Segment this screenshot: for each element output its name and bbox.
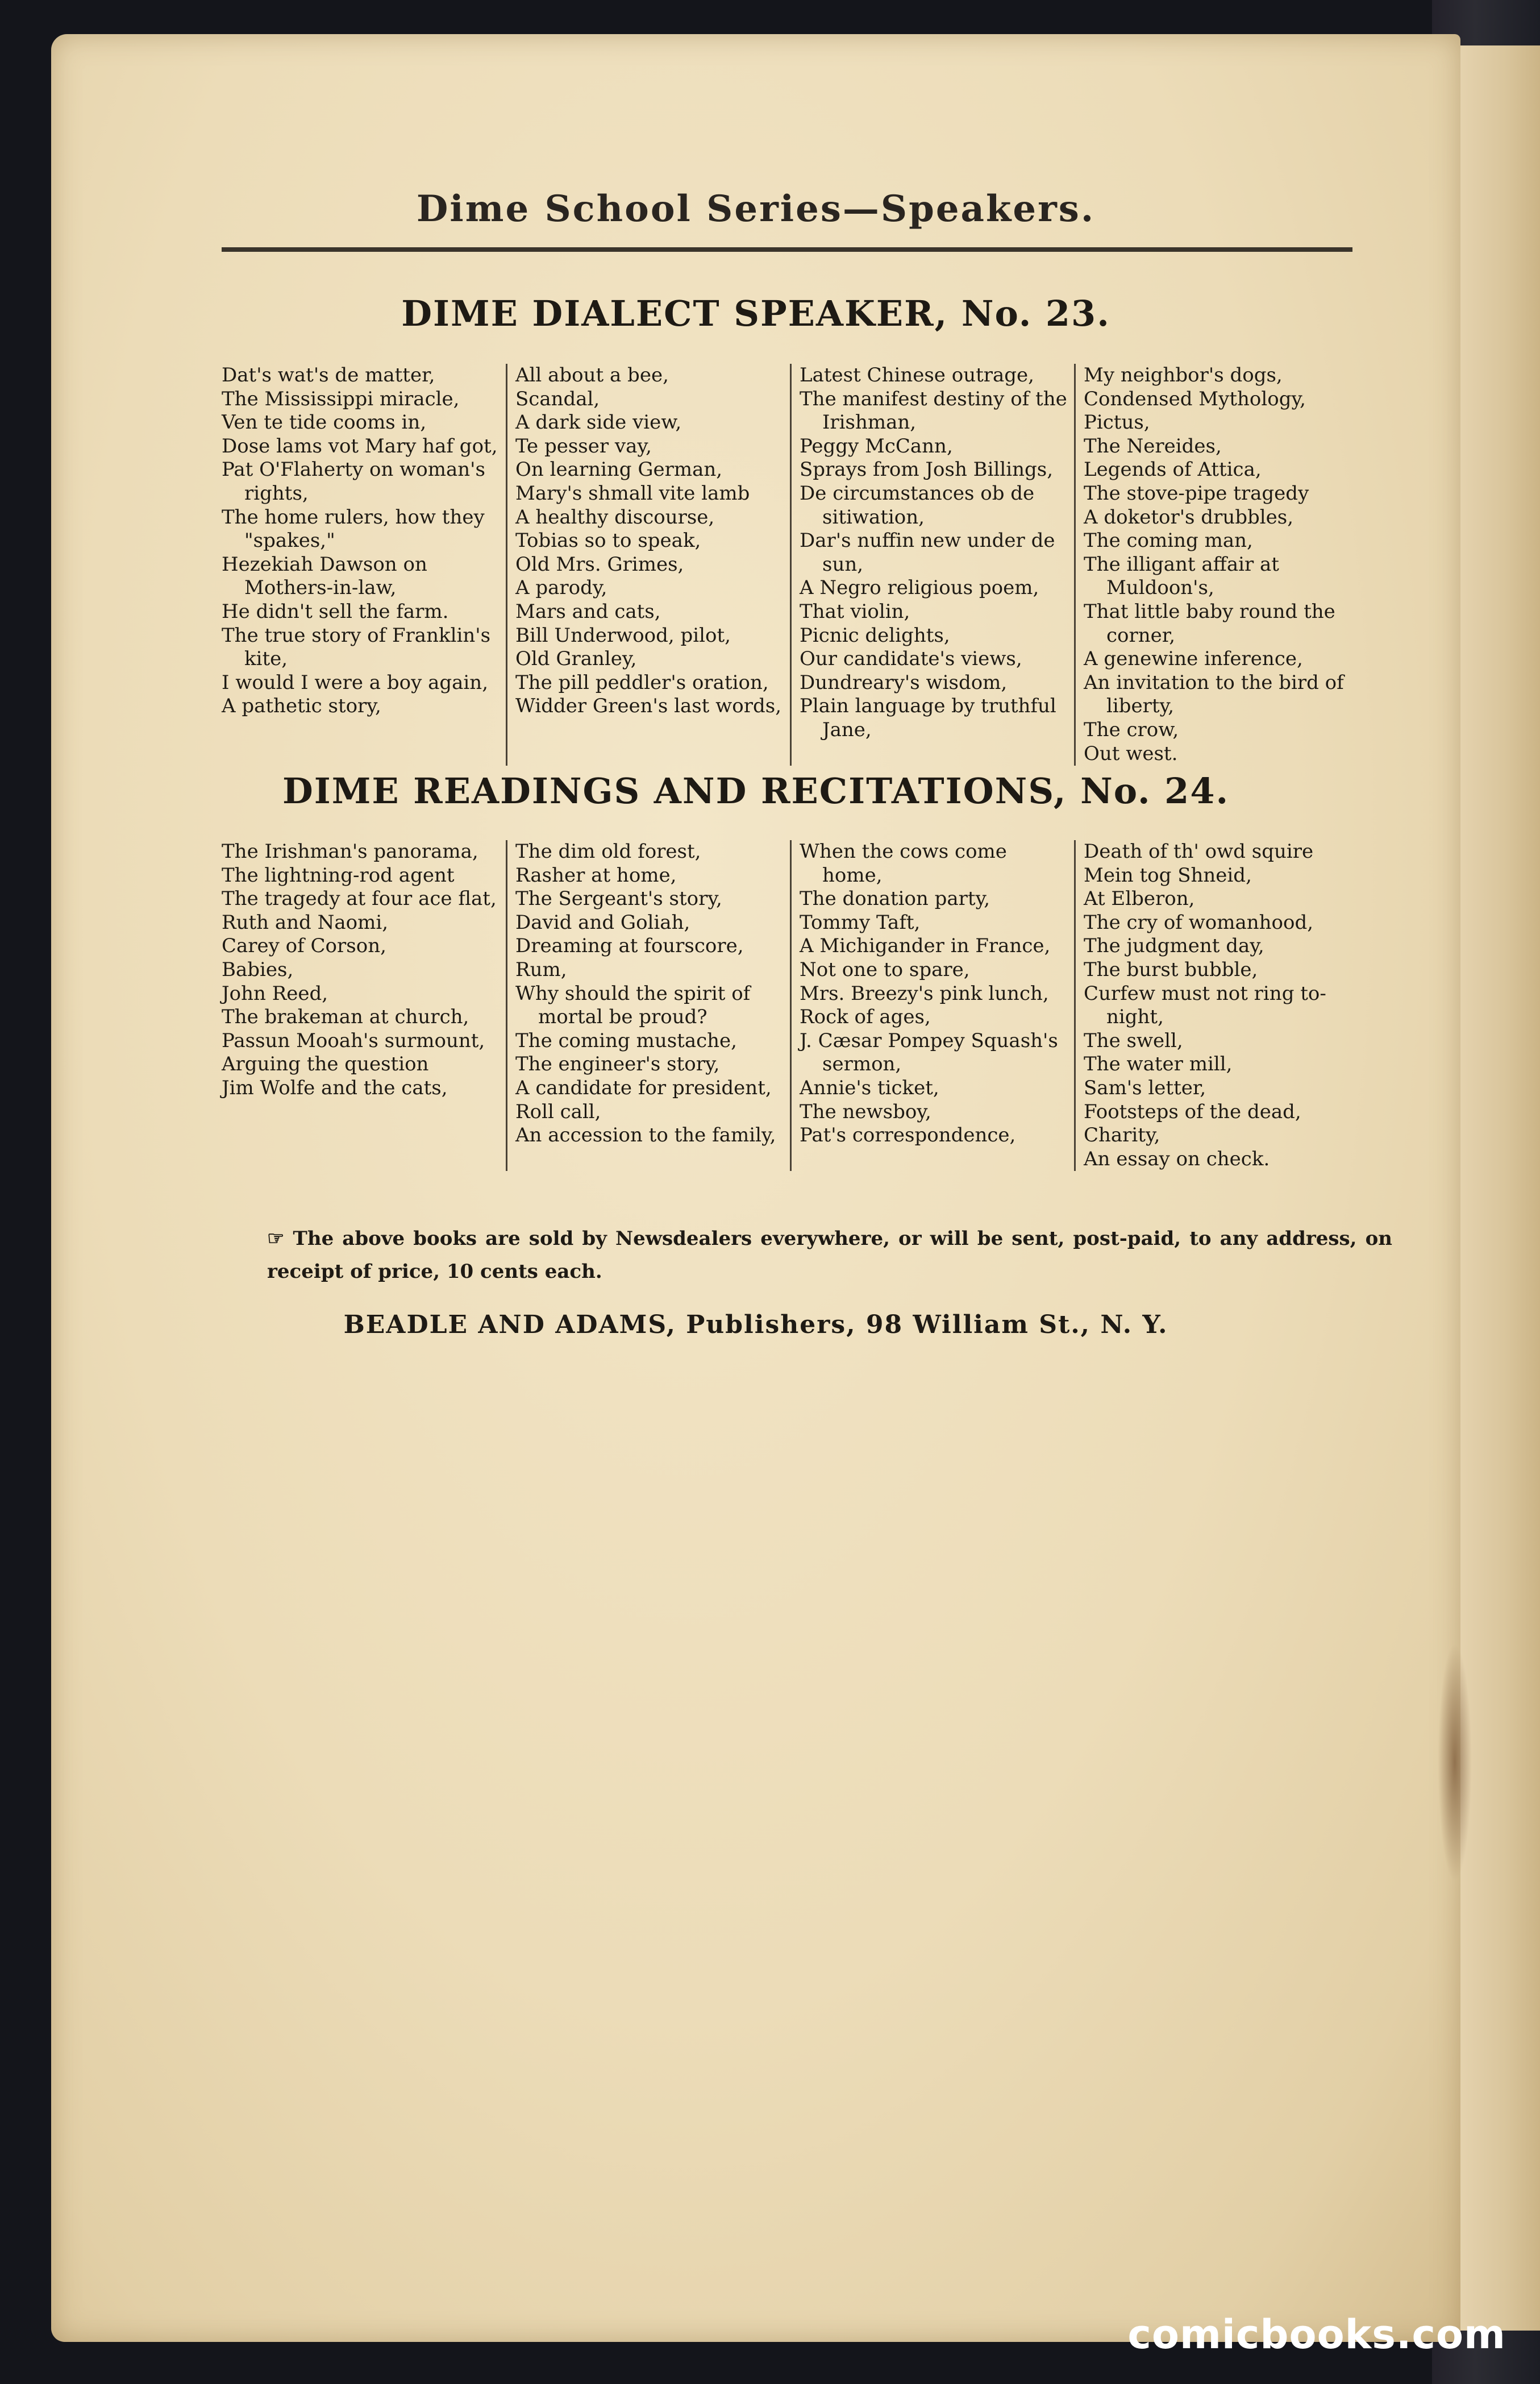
- contents-entry: Condensed Mythology,: [1084, 387, 1306, 410]
- contents-entry: Ven te tide cooms in,: [222, 411, 427, 434]
- contents-column: [222, 840, 506, 1171]
- contents-entry: Scandal,: [515, 387, 600, 410]
- contents-entry: Roll call,: [515, 1100, 601, 1123]
- contents-entry: An accession to the family,: [515, 1124, 776, 1147]
- contents-entry: The engineer's story,: [515, 1053, 720, 1076]
- contents-entry: Tobias so to speak,: [515, 529, 701, 553]
- contents-entry: Sprays from Josh Billings,: [800, 458, 1054, 481]
- contents-entry: The burst bubble,: [1084, 958, 1258, 981]
- contents-entry: At Elberon,: [1084, 887, 1195, 911]
- contents-entry: I would I were a boy again,: [222, 671, 489, 694]
- contents-entry: The coming man,: [1084, 529, 1253, 553]
- contents-entry: Pictus,: [1084, 411, 1150, 434]
- contents-entry: Arguing the question: [222, 1053, 429, 1076]
- section-title-readings-recitations: DIME READINGS AND RECITATIONS, No. 24.: [282, 770, 1230, 812]
- contents-entry: That violin,: [800, 600, 910, 623]
- contents-entry: A doketor's drubbles,: [1084, 505, 1294, 529]
- contents-entry: Latest Chinese outrage,: [800, 364, 1034, 387]
- contents-entry: The Mississippi miracle,: [222, 387, 460, 410]
- contents-entry: The true story of Franklin's kite,: [222, 624, 491, 671]
- contents-entry: The pill peddler's oration,: [515, 671, 769, 694]
- contents-entry: Old Mrs. Grimes,: [515, 553, 684, 576]
- contents-entry: Legends of Attica,: [1084, 458, 1262, 481]
- contents-entry: Jim Wolfe and the cats,: [222, 1076, 448, 1099]
- contents-entry: Old Granley,: [515, 647, 637, 671]
- contents-entry: Mrs. Breezy's pink lunch,: [800, 982, 1049, 1005]
- contents-entry: The home rulers, how they "spakes,": [222, 505, 485, 553]
- contents-entry: Dose lams vot Mary haf got,: [222, 434, 498, 458]
- contents-entry: Curfew must not ring to-night,: [1084, 982, 1326, 1029]
- contents-column: [506, 364, 790, 766]
- contents-entry: A genewine inference,: [1084, 647, 1303, 671]
- contents-entry: Passun Mooah's surmount,: [222, 1029, 485, 1052]
- contents-entry: The dim old forest,: [515, 840, 701, 863]
- contents-entry: The Sergeant's story,: [515, 887, 722, 911]
- contents-entry: The judgment day,: [1084, 935, 1264, 958]
- contents-entry: The manifest destiny of the Irishman,: [800, 387, 1067, 434]
- contents-entry: Hezekiah Dawson on Mothers-in-law,: [222, 553, 427, 600]
- publisher-imprint: BEADLE AND ADAMS, Publishers, 98 William St., N. Y.: [343, 1310, 1168, 1339]
- contents-entry: Picnic delights,: [800, 624, 950, 647]
- contents-entry: Annie's ticket,: [800, 1076, 939, 1099]
- contents-entry: Dat's wat's de matter,: [222, 364, 435, 387]
- contents-entry: An invitation to the bird of liberty,: [1084, 671, 1344, 718]
- contents-entry: On learning German,: [515, 458, 723, 481]
- contents-entry: The Irishman's panorama,: [222, 840, 478, 863]
- contents-column: [790, 364, 1074, 766]
- section-title-dialect-speaker: DIME DIALECT SPEAKER, No. 23.: [401, 293, 1110, 334]
- dialect-speaker-contents: [222, 364, 1358, 766]
- contents-entry: Rock of ages,: [800, 1006, 931, 1029]
- paper-stain: [1438, 1643, 1472, 1882]
- contents-entry: The stove-pipe tragedy: [1084, 481, 1309, 505]
- contents-entry: Footsteps of the dead,: [1084, 1100, 1301, 1123]
- contents-entry: The newsboy,: [800, 1100, 931, 1123]
- contents-entry: The illigant affair at Muldoon's,: [1084, 553, 1279, 600]
- contents-entry: He didn't sell the farm.: [222, 600, 449, 623]
- contents-entry: That little baby round the corner,: [1084, 600, 1335, 647]
- contents-entry: Peggy McCann,: [800, 434, 953, 458]
- contents-entry: When the cows come home,: [800, 840, 1007, 887]
- contents-column: [506, 840, 790, 1171]
- contents-entry: The brakeman at church,: [222, 1006, 469, 1029]
- running-head: Dime School Series—Speakers.: [416, 188, 1096, 230]
- contents-column: [1074, 364, 1358, 766]
- contents-entry: A parody,: [515, 576, 607, 600]
- contents-entry: The swell,: [1084, 1029, 1183, 1052]
- contents-entry: Pat's correspondence,: [800, 1124, 1016, 1147]
- contents-entry: Bill Underwood, pilot,: [515, 624, 731, 647]
- contents-entry: Mars and cats,: [515, 600, 661, 623]
- contents-entry: The tragedy at four ace flat,: [222, 887, 497, 911]
- contents-entry: Mein tog Shneid,: [1084, 863, 1252, 887]
- contents-entry: My neighbor's dogs,: [1084, 364, 1283, 387]
- contents-entry: Charity,: [1084, 1124, 1160, 1147]
- contents-entry: The lightning-rod agent: [222, 863, 455, 887]
- contents-entry: An essay on check.: [1084, 1147, 1270, 1170]
- contents-entry: Why should the spirit of mortal be proud?: [515, 982, 751, 1029]
- contents-entry: All about a bee,: [515, 364, 669, 387]
- contents-entry: The Nereides,: [1084, 434, 1222, 458]
- contents-column: [222, 364, 506, 766]
- back-page-edge: [1455, 45, 1540, 2331]
- contents-entry: Dundreary's wisdom,: [800, 671, 1008, 694]
- contents-entry: The cry of womanhood,: [1084, 911, 1314, 934]
- catalog-page: [51, 34, 1460, 2342]
- site-watermark: comicbooks.com: [1127, 2311, 1506, 2358]
- contents-entry: A Michigander in France,: [800, 935, 1051, 958]
- ordering-note: ☞ The above books are sold by Newsdealers everywhere, or will be sent, post-paid, to any address, on receipt of price, 10 cents each.: [267, 1227, 1392, 1283]
- contents-entry: Widder Green's last words,: [515, 695, 781, 718]
- contents-entry: Rasher at home,: [515, 863, 677, 887]
- contents-entry: A healthy discourse,: [515, 505, 715, 529]
- contents-entry: The coming mustache,: [515, 1029, 737, 1052]
- contents-entry: Plain language by truthful Jane,: [800, 695, 1056, 741]
- contents-entry: Out west.: [1084, 742, 1178, 765]
- contents-entry: John Reed,: [222, 982, 328, 1005]
- contents-entry: Tommy Taft,: [800, 911, 921, 934]
- contents-entry: Ruth and Naomi,: [222, 911, 389, 934]
- contents-entry: A dark side view,: [515, 411, 682, 434]
- contents-entry: J. Cæsar Pompey Squash's sermon,: [800, 1029, 1058, 1076]
- contents-entry: Rum,: [515, 958, 567, 981]
- contents-entry: De circumstances ob de sitiwation,: [800, 481, 1035, 529]
- contents-entry: The donation party,: [800, 887, 990, 911]
- readings-recitations-contents: [222, 840, 1358, 1171]
- contents-entry: Te pesser vay,: [515, 434, 652, 458]
- contents-entry: Pat O'Flaherty on woman's rights,: [222, 458, 485, 505]
- head-rule: [222, 247, 1352, 252]
- contents-entry: Mary's shmall vite lamb: [515, 481, 750, 505]
- contents-entry: Dreaming at fourscore,: [515, 935, 744, 958]
- contents-entry: Not one to spare,: [800, 958, 970, 981]
- contents-entry: A candidate for president,: [515, 1076, 772, 1099]
- contents-column: [790, 840, 1074, 1171]
- contents-entry: The crow,: [1084, 718, 1179, 741]
- contents-entry: A pathetic story,: [222, 695, 381, 718]
- contents-entry: A Negro religious poem,: [800, 576, 1039, 600]
- contents-entry: Babies,: [222, 958, 294, 981]
- contents-entry: The water mill,: [1084, 1053, 1233, 1076]
- contents-entry: Death of th' owd squire: [1084, 840, 1314, 863]
- contents-column: [1074, 840, 1358, 1171]
- contents-entry: David and Goliah,: [515, 911, 690, 934]
- contents-entry: Our candidate's views,: [800, 647, 1022, 671]
- contents-entry: Carey of Corson,: [222, 935, 386, 958]
- contents-entry: Sam's letter,: [1084, 1076, 1206, 1099]
- contents-entry: Dar's nuffin new under de sun,: [800, 529, 1055, 576]
